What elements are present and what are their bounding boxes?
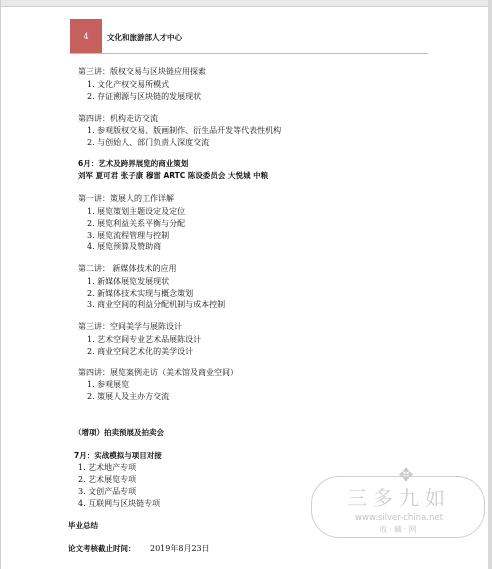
list-item: 2. 艺术展览专项 <box>78 475 137 484</box>
list-item: 2. 新媒体技术实现与概念策划 <box>87 289 194 298</box>
list-item: 2. 存证溯源与区块链的发展现状 <box>87 92 202 101</box>
deadline-label: 论文考核截止时间： <box>68 544 136 553</box>
page-left-edge <box>0 0 1 569</box>
list-item: 3. 文创产品专项 <box>78 487 137 496</box>
watermark-brand: 三多九如 <box>347 486 451 510</box>
lecture-heading: 第二讲： 新媒体技术的应用 <box>78 264 177 273</box>
list-item: 2. 策展人及主办方交流 <box>87 392 170 401</box>
list-item: 4. 展览预算及赞助商 <box>87 242 162 251</box>
lecture-heading: 第三讲：空间美学与展陈设计 <box>78 322 182 331</box>
list-item: 1. 新媒体展览发展现状 <box>87 277 170 286</box>
month-heading: 6月：艺术及跨界展览的商业策划 <box>78 159 189 168</box>
list-item: 1. 展览策划主题设定及定位 <box>87 207 186 216</box>
list-item: 2. 展览利益关系平衡与分配 <box>87 219 186 228</box>
viewer-scrollbar[interactable] <box>488 0 492 569</box>
graduation-heading: 毕业总结 <box>68 521 98 530</box>
lecture-heading: 第四讲：机构走访交流 <box>78 114 158 123</box>
list-item: 1. 参观展览 <box>87 380 130 389</box>
header-title: 文化和旅游部人才中心 <box>107 33 182 42</box>
month-heading: 7月：实战模拟与项目对接 <box>74 451 162 460</box>
list-item: 1. 艺术地产专项 <box>78 463 137 472</box>
list-item: 2. 与创始人、部门负责人深度交流 <box>87 138 210 147</box>
knot-logo-icon: ✥ <box>398 465 414 486</box>
list-item: 1. 文化产权交易所模式 <box>87 80 170 89</box>
list-item: 3. 商业空间的利益分配机制与成本控制 <box>87 300 226 309</box>
header-divider <box>70 53 428 54</box>
lecture-heading: 第一讲：策展人的工作详解 <box>78 194 174 203</box>
watermark-url: www.silver-china.net <box>355 513 443 523</box>
extra-item-heading: （增项）拍卖预展及拍卖会 <box>74 428 164 437</box>
list-item: 3. 展览流程管理与控制 <box>87 231 170 240</box>
list-item: 1. 艺术空间专业艺术品展陈设计 <box>87 335 202 344</box>
deadline-date: 2019年8月23日 <box>150 544 210 553</box>
list-item: 2. 商业空间艺术化的美学设计 <box>87 347 194 356</box>
lecture-heading: 第四讲：展览案例走访（美术馆及商业空间） <box>78 368 238 377</box>
watermark-subtitle: 收·藏·网 <box>379 525 419 534</box>
list-item: 4. 互联网与区块链专项 <box>78 499 161 508</box>
lecture-heading: 第三讲：版权交易与区块链应用探索 <box>78 67 206 76</box>
viewer-top-bar <box>0 0 492 7</box>
lecturer-list: 刘军 夏可君 张子康 穆雷 ARTC 陈设委员会 大悦城 中粮 <box>78 171 269 180</box>
page-number-block <box>70 19 102 53</box>
page-number: 4 <box>83 31 89 41</box>
list-item: 1. 参观版权交易、版画制作、衍生品开发等代表性机构 <box>87 126 282 135</box>
